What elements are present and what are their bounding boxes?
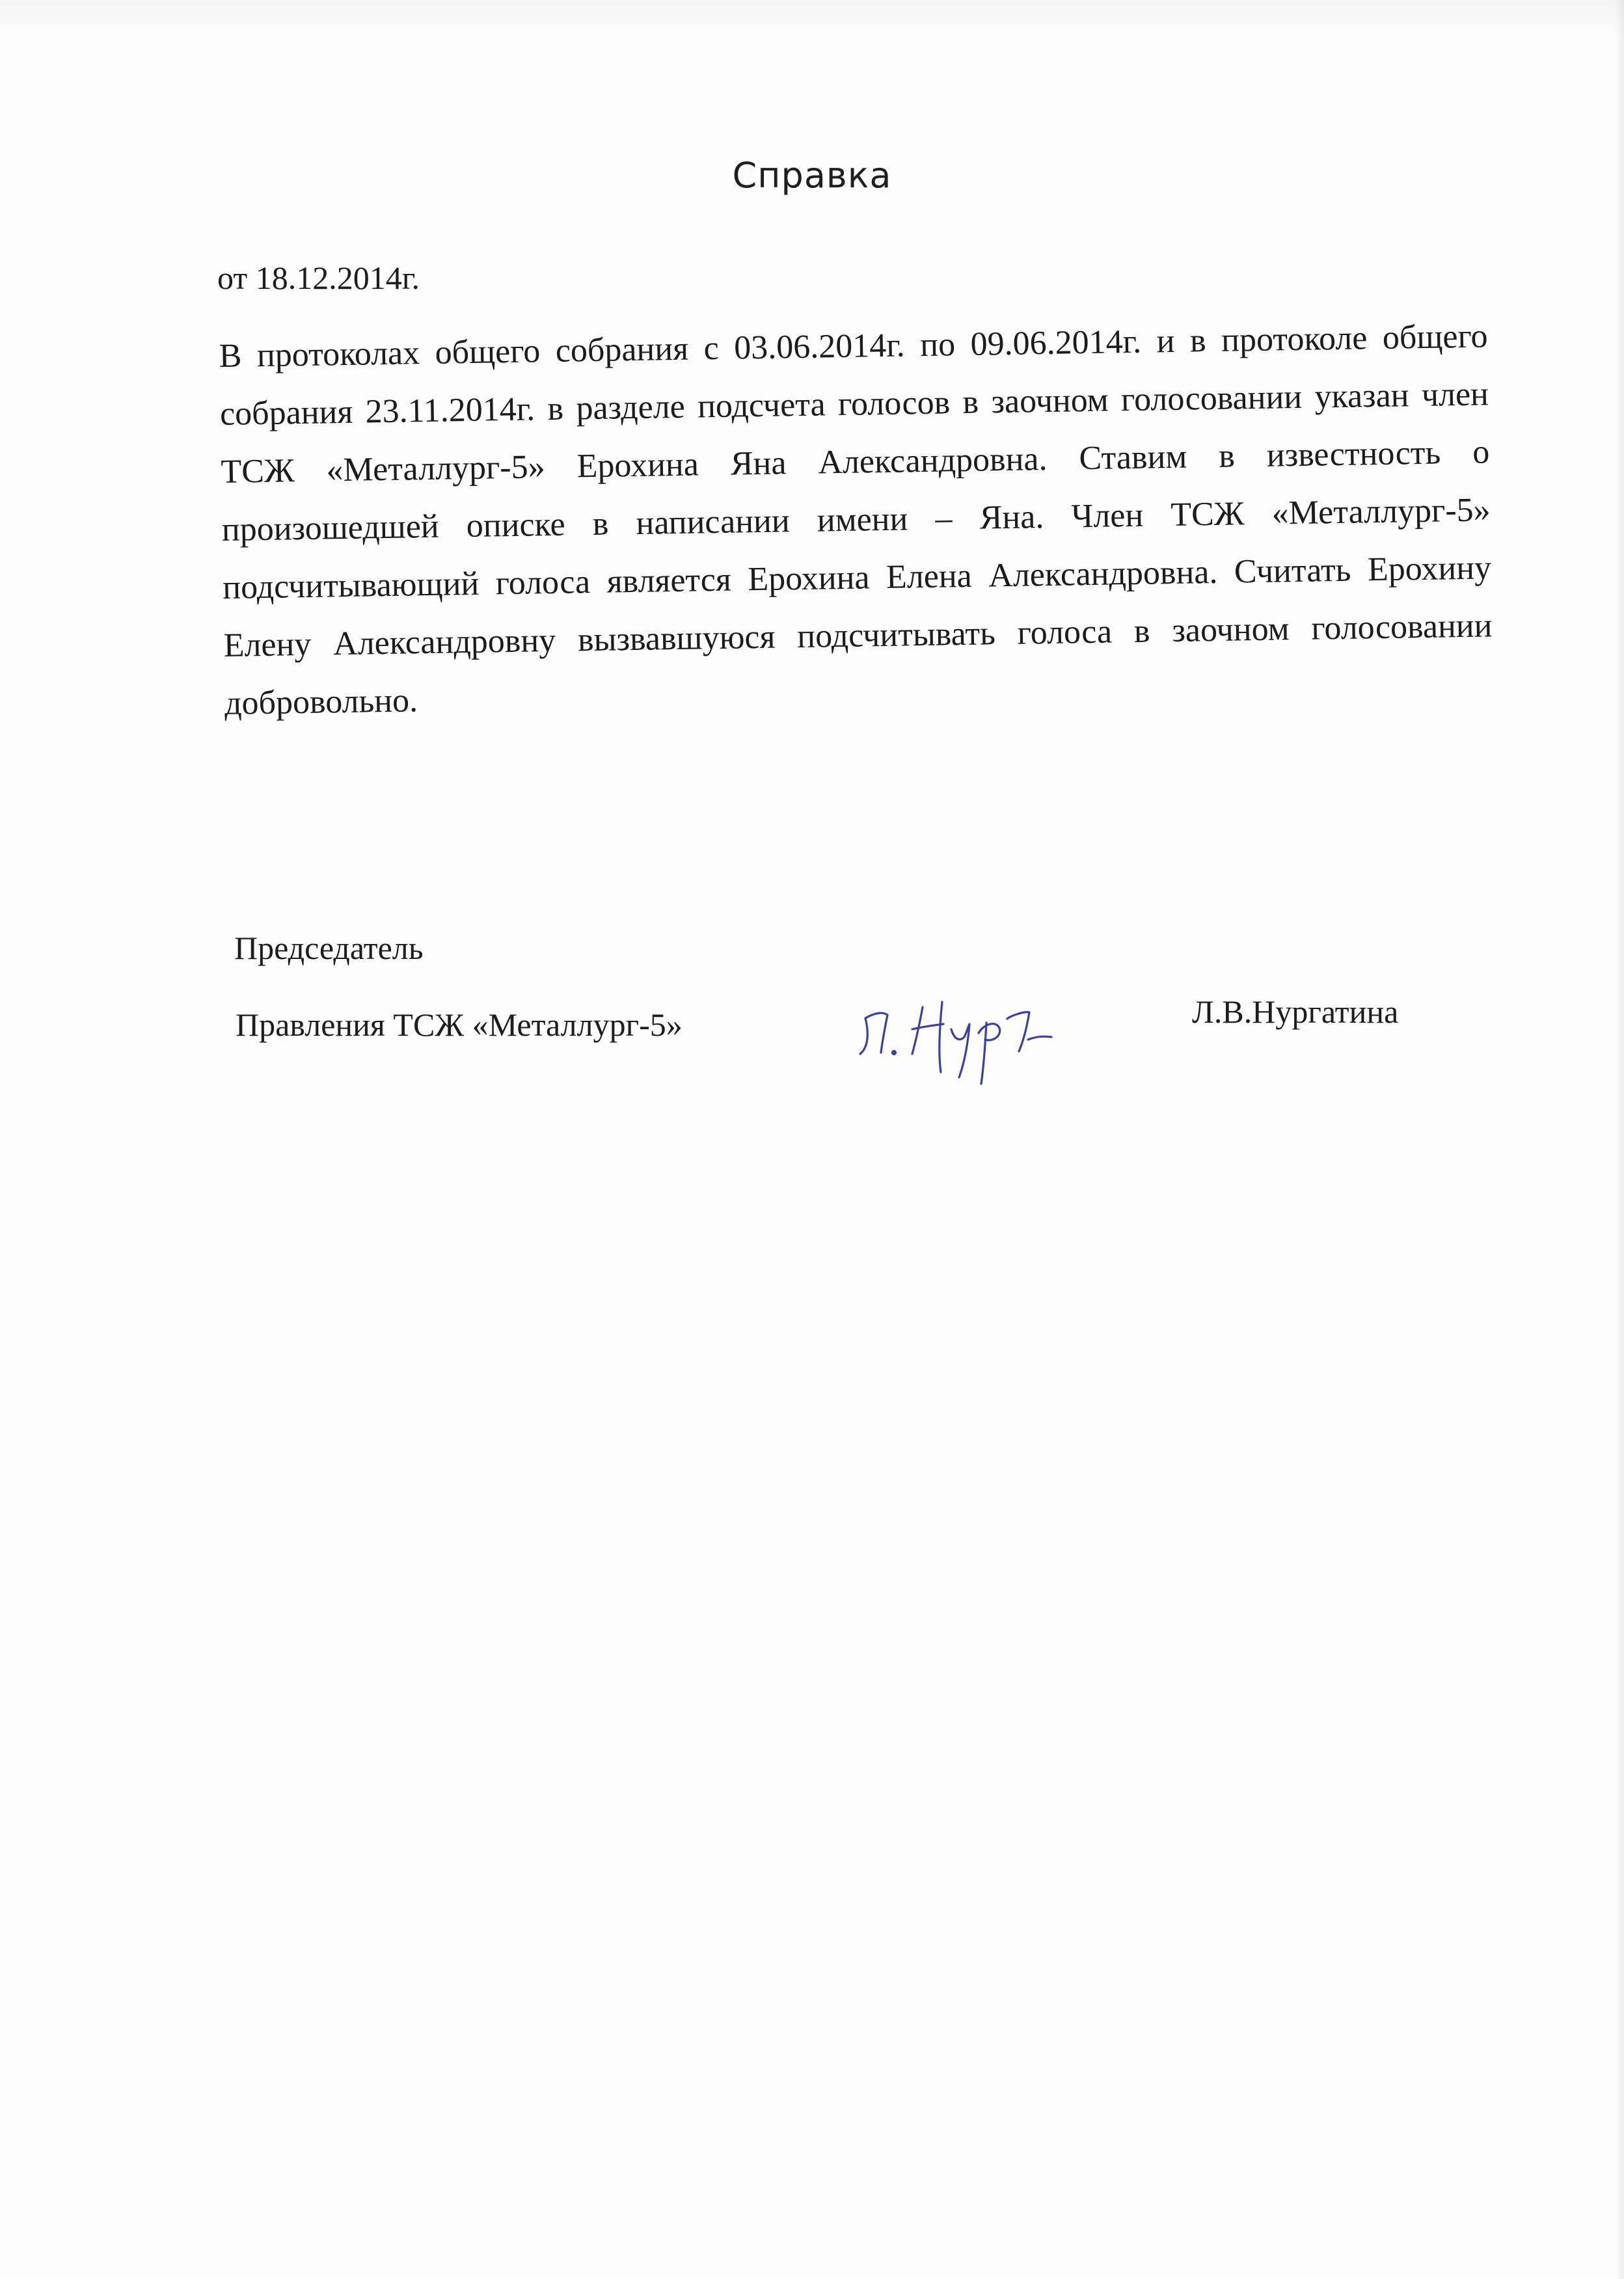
document-date: от 18.12.2014г. [217,260,420,296]
signature-dot [893,1051,896,1055]
signature-stroke [1007,1012,1051,1051]
signature-stroke [912,1002,943,1072]
signature-stroke [860,1013,887,1054]
signer-position-line-1: Председатель [234,930,424,966]
handwritten-signature [839,956,1113,1086]
scan-edge [1615,0,1624,2279]
body-paragraph: В протоколах общего собрания с 03.06.2014г. по 09.06.2014г. и в протоколе общего собрания 23.11.2014г. в разделе подсчета голосов в заочном голосовании указан член ТСЖ «Металлург-5» Ерохина Яна Александровна. Ставим в известность о произошедшей описке в написании имени – Яна. Член ТСЖ «Металлург-5» подсчитывающий голоса является Ерохина Елена Александровна. Считать Ерохину Елену Александровну вызвавшуюся подсчитывать голоса в заочном голосовании добровольно. [219,317,1493,722]
scan-shadow [0,0,1624,39]
signature-stroke [951,1024,969,1077]
document-body [219,307,1494,733]
signature-stroke [979,1023,1000,1084]
signer-position-line-2: Правления ТСЖ «Металлург-5» [236,1006,683,1043]
signer-name: Л.В.Нургатина [1192,993,1399,1030]
document-title: Справка [732,155,892,196]
